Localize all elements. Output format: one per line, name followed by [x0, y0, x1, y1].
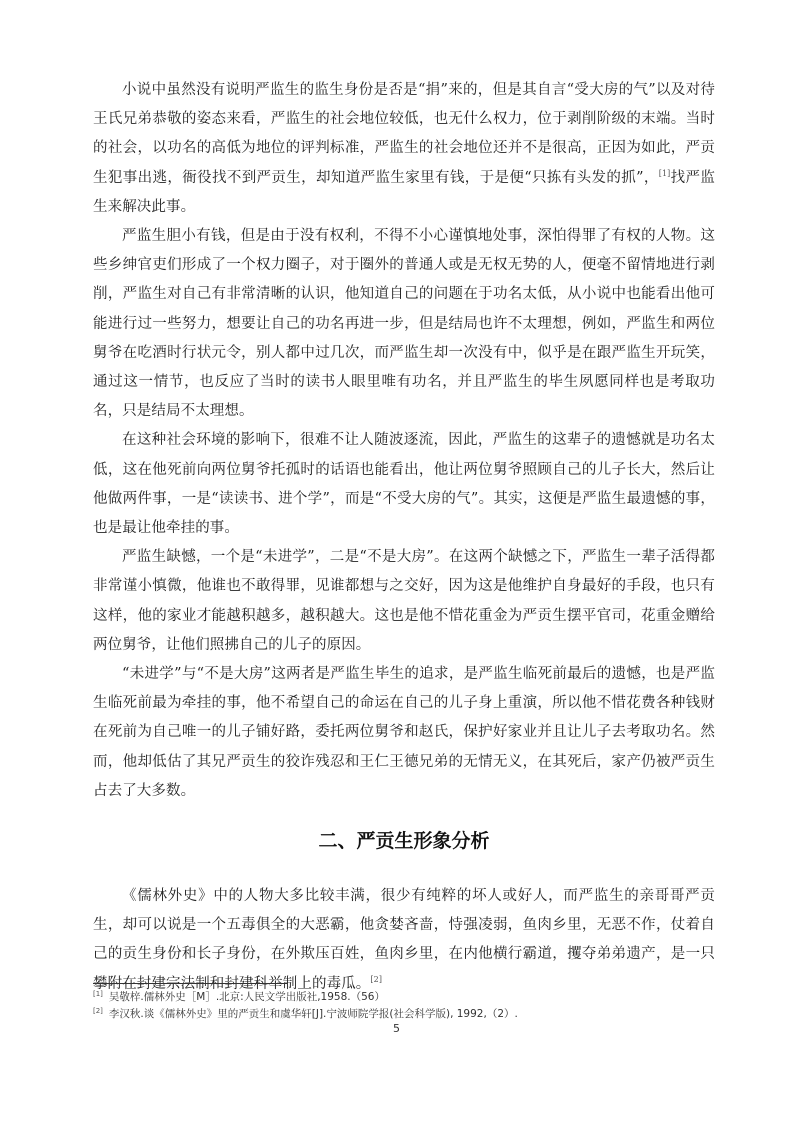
footnote-2 [93, 1006, 733, 1023]
footnote-1 [93, 989, 733, 1006]
paragraph-1-text: 小说中虽然没有说明严监生的监生身份是否是“捐”来的，但是其自言“受大房的气”以及对待王氏兄弟恭敬的姿态来看，严监生的社会地位较低，也无什么权力，位于剥削阶级的末端。当时的社会，以功名的高低为地位的评判标准，严监生的社会地位还并不是很高，正因为如此，严贡生犯事出逃，衙役找不到严贡生，却知道严监生家里有钱，于是便“只拣有头发的抓”， [93, 82, 715, 186]
footnotes [93, 989, 733, 1023]
footnote-text-1: 吴敬梓.儒林外史［M］.北京:人民文学出版社,1958.（56） [108, 991, 385, 1003]
paragraph-3: 在这种社会环境的影响下，很难不让人随波逐流，因此，严监生的这辈子的遗憾就是功名太低，这在他死前向两位舅爷托孤时的话语也能看出，他让两位舅爷照顾自己的儿子长大，然后让他做两件事，一是“读读书、进个学”，而是“不受大房的气”。其实，这便是严监生最遗憾的事，也是最让他牵挂的事。 [93, 432, 715, 537]
footnote-mark-2: [2] [93, 1006, 103, 1015]
paragraph-1 [93, 76, 715, 222]
paragraph-5: “未进学”与“不是大房”这两者是严监生毕生的追求，是严监生临死前最后的遗憾，也是严监生临死前最为牵挂的事，他不希望自己的命运在自己的儿子身上重演，所以他不惜花费各种钱财在死前为自己唯一的儿子铺好路，委托两位舅爷和赵氏，保护好家业并且让儿子去考取功名。然而，他却低估了其兄严贡生的狡诈残忍和王仁王德兄弟的无情无义，在其死后，家产仍被严贡生占去了大多数。 [93, 666, 715, 799]
footnote-ref-1: [1] [658, 168, 671, 178]
footnote-ref-2: [2] [370, 974, 383, 984]
section-paragraph [93, 882, 715, 999]
section-paragraph-text: 《儒林外史》中的人物大多比较丰满，很少有纯粹的坏人或好人，而严监生的亲哥哥严贡生，却可以说是一个五毒俱全的大恶霸，他贪婪吝啬，恃强凌弱，鱼肉乡里，无恶不作，仗着自己的贡生身份和长子身份，在外欺压百姓，鱼肉乡里，在内他横行霸道，攫夺弟弟遗产，是一只攀附在封建宗法制和封建科举制上的毒瓜。 [93, 888, 715, 992]
footnote-divider [93, 983, 287, 984]
footnote-text-2: 李汉秋.谈《儒林外史》里的严贡生和虞华轩[J].宁波师院学报(社会科学版), 1992,（2）. [108, 1008, 518, 1020]
footnote-mark-1: [1] [93, 989, 103, 998]
page-number: 5 [393, 1022, 400, 1035]
paragraph-4: 严监生缺憾，一个是“未进学”，二是“不是大房”。在这两个缺憾之下，严监生一辈子活得都非常谨小慎微，他谁也不敢得罪，见谁都想与之交好，因为这是他维护自身最好的手段，也只有这样，他的家业才能越积越多，越积越大。这也是他不惜花重金为严贡生摆平官司，花重金赠给两位舅爷，让他们照拂自己的儿子的原因。 [93, 549, 715, 653]
paragraph-2: 严监生胆小有钱，但是由于没有权利，不得不小心谨慎地处事，深怕得罪了有权的人物。这些乡绅官吏们形成了一个权力圈子，对于圈外的普通人或是无权无势的人，便毫不留情地进行剥削，严监生对自己有非常清晰的认识，他知道自己的问题在于功名太低，从小说中也能看出他可能进行过一些努力，想要让自己的功名再进一步，但是结局也许不太理想，例如，严监生和两位舅爷在吃酒时行状元令，别人都中过几次，而严监生却一次没有中，似乎是在跟严监生开玩笑，通过这一情节，也反应了当时的读书人眼里唯有功名，并且严监生的毕生夙愿同样也是考取功名，只是结局不太理想。 [93, 228, 715, 420]
paragraph-1-text-end: 找严监生来解决此事。 [93, 169, 715, 215]
section-heading: 二、严贡生形象分析 [318, 830, 490, 853]
body-text [93, 76, 715, 999]
